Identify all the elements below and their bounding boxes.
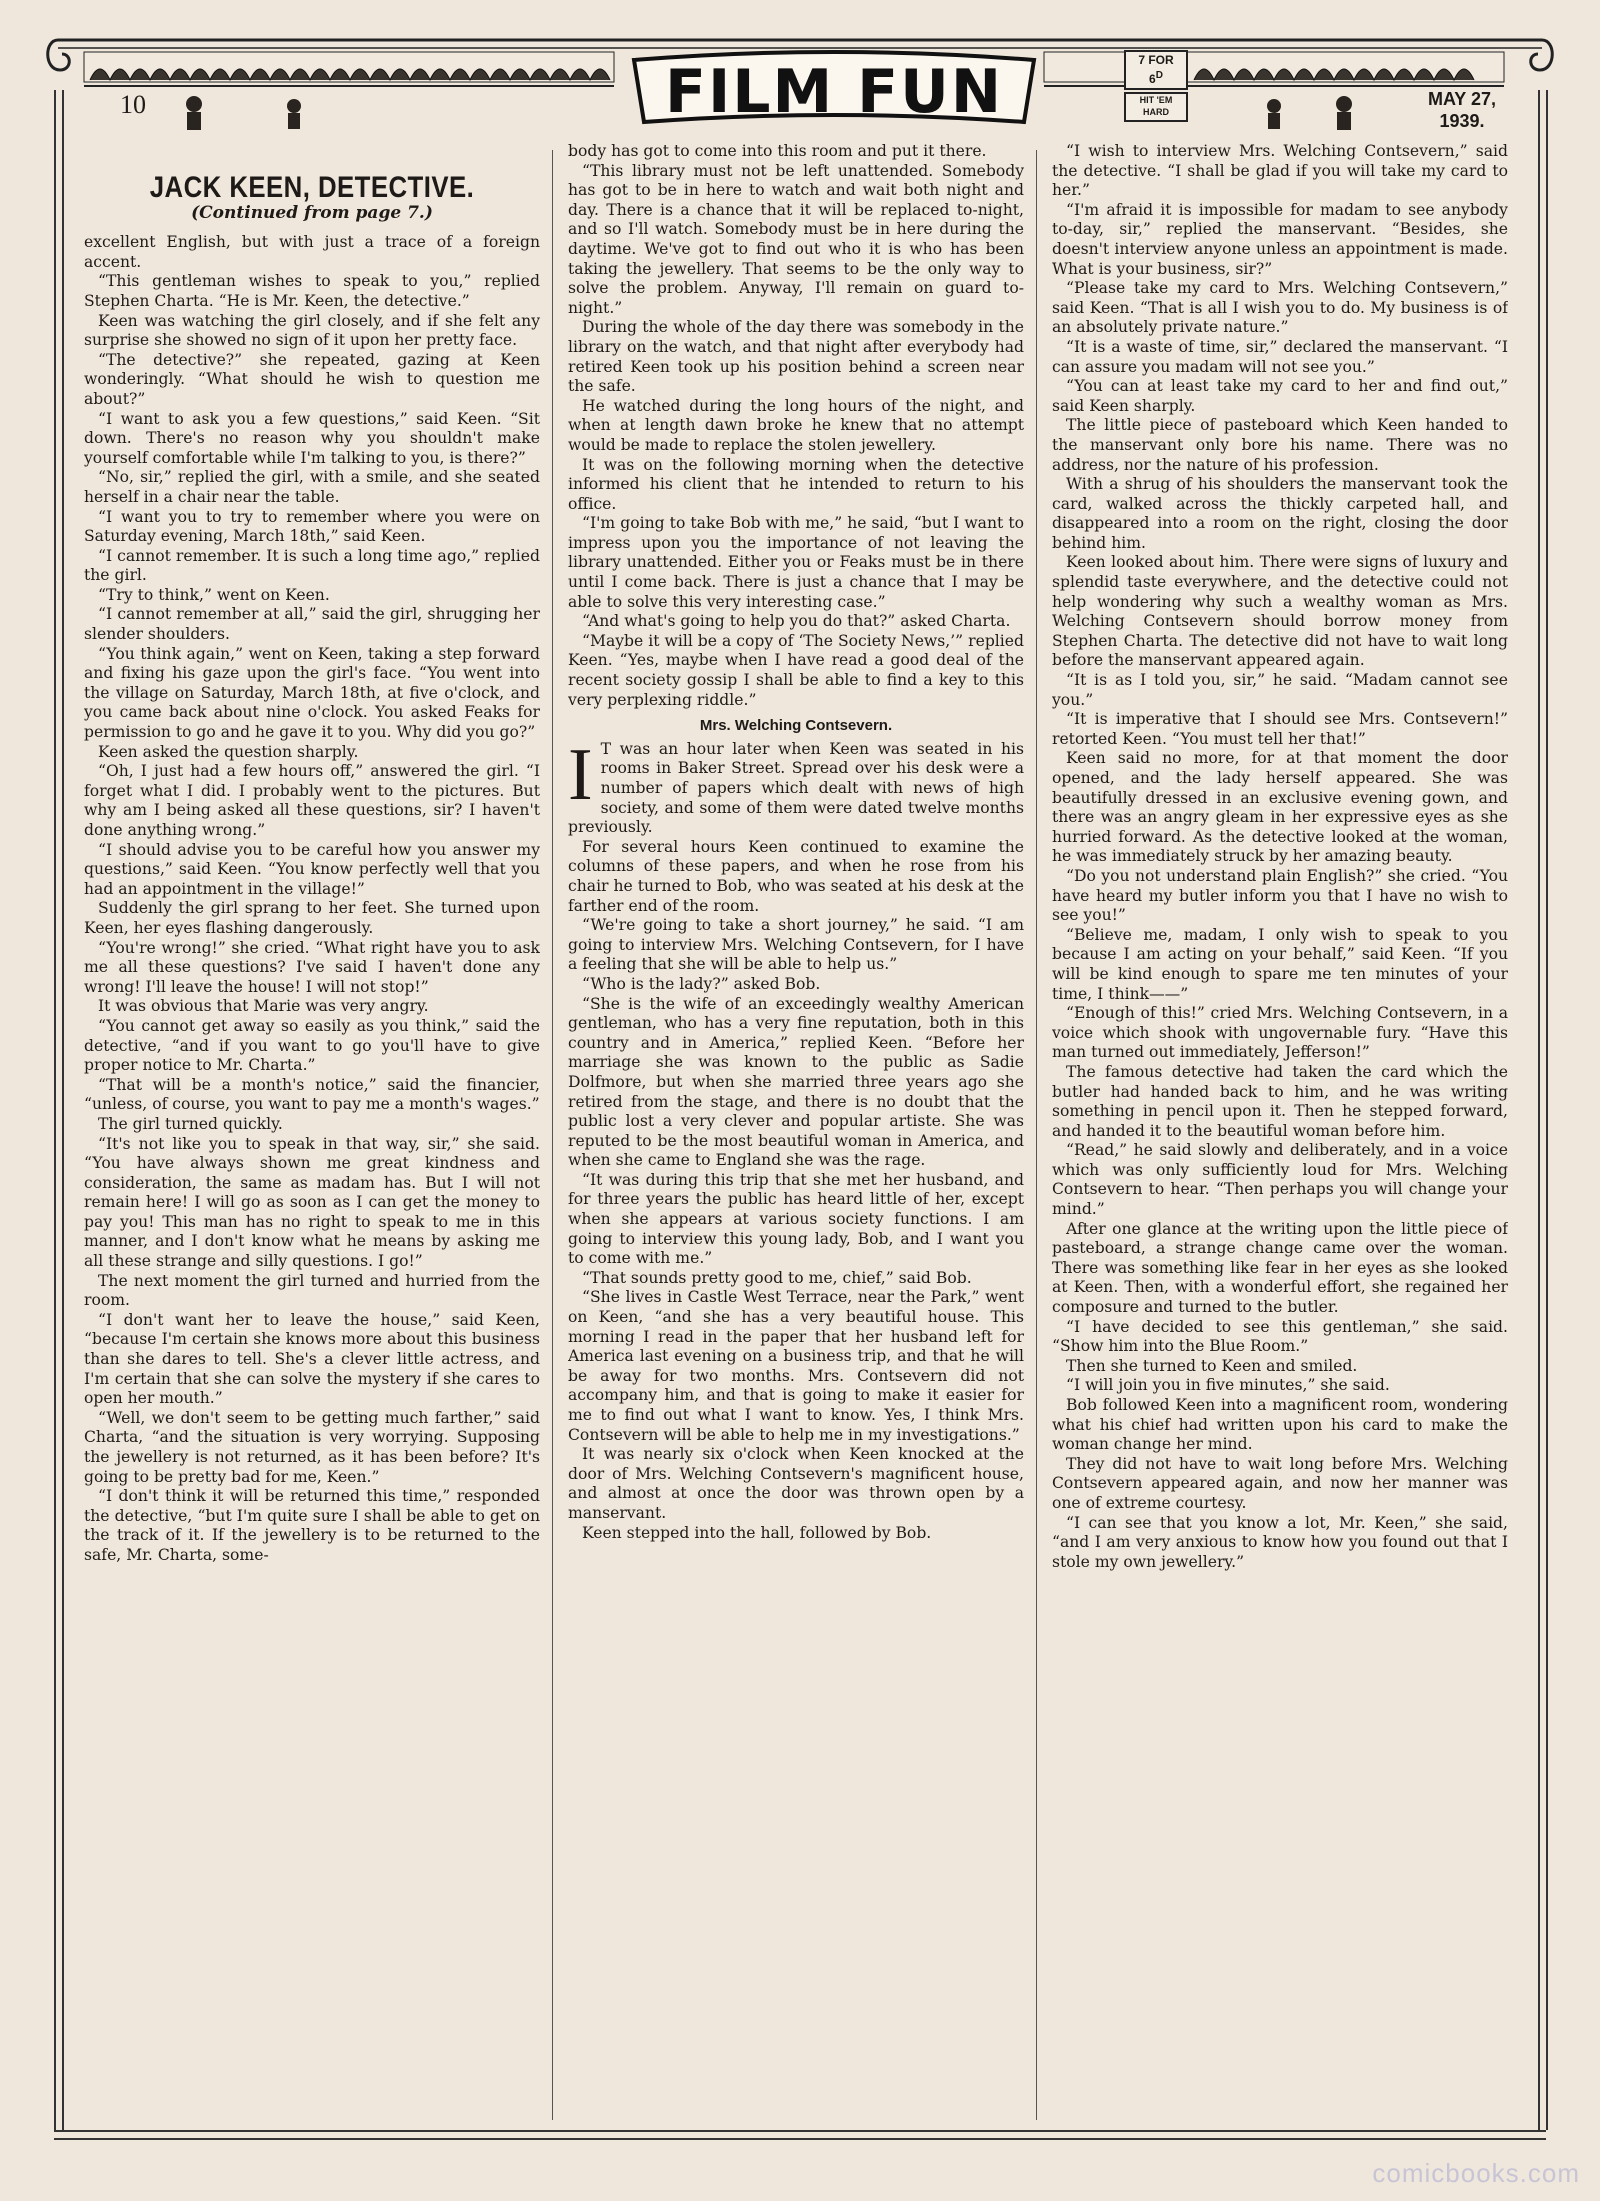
price-number: 7 <box>1138 53 1145 67</box>
section-subheading: Mrs. Welching Contsevern. <box>699 717 893 735</box>
issue-date <box>1428 88 1496 132</box>
paragraph: “The detective?” she repeated, gazing at Keen wonderingly. “What should he wish to question me about?” <box>84 350 540 408</box>
left-border <box>54 90 64 2130</box>
hit-line1: HIT 'EM <box>1139 95 1173 105</box>
paragraph: “I'm afraid it is impossible for madam to see anybody to-day, sir,” replied the manservant. “Besides, she doesn't interview anyone unless an appointment is made. What is your business, sir?” <box>1052 200 1508 278</box>
paragraph: “It's not like you to speak in that way, sir,” she said. “You have always shown me great kindness and consideration, the same as madam has. But I will not remain here! I will go as soon as I can get the money to pay you! This man has no right to speak to me in this manner, and I don't know what he means by asking me all these strange and silly questions. I go!” <box>84 1134 540 1271</box>
paragraph: “Believe me, madam, I only wish to speak to you because I am acting on your behalf,” said Keen. “If you will be kind enough to spare me ten minutes of your time, I think——” <box>1052 925 1508 1003</box>
paragraph: “It is as I told you, sir,” he said. “Madam cannot see you.” <box>1052 671 1508 709</box>
paragraph: It was obvious that Marie was very angry. <box>98 997 429 1016</box>
masthead <box>44 30 1556 140</box>
continued-note: (Continued from page 7.) <box>191 202 433 223</box>
paragraph: “It was during this trip that she met her husband, and for three years the public has heard little of her, except when she appears at various society functions. I am going to interview this young lady, Bob, and I want you to come with me.” <box>568 1170 1024 1268</box>
paragraph: “Who is the lady?” asked Bob. <box>582 974 821 993</box>
paragraph: The next moment the girl turned and hurried from the room. <box>84 1271 540 1310</box>
paragraph: “No, sir,” replied the girl, with a smile, and she seated herself in a chair near the table. <box>84 468 540 506</box>
paragraph: “That will be a month's notice,” said the financier, “unless, of course, you want to pay me a month's wages.” <box>84 1075 540 1114</box>
paragraph: “You can at least take my card to her and find out,” said Keen sharply. <box>1052 377 1508 415</box>
paragraph: Bob followed Keen into a magnificent room, wondering what his chief had written upon his card to make the woman change her mind. <box>1052 1396 1508 1454</box>
paragraph: “She is the wife of an exceedingly wealthy American gentleman, who has a very fine reputation, both in this country and in America,” replied Keen. “Before her marriage she was known to the public as Sadie Dolfmore, but when she married three years ago she retired from the stage, and there is no doubt that the public lost a very clever and popular artiste. She was reputed to be the most beautiful woman in America, and when she came to England she was the rage. <box>568 994 1024 1170</box>
paragraph: “I don't want her to leave the house,” said Keen, “because I'm certain she knows more about this business than she dares to tell. She's a clever little actress, and I'm certain that she can solve the mystery if she cares to open her mouth.” <box>84 1310 540 1408</box>
paragraph: Keen looked about him. There were signs of luxury and splendid taste everywhere, and the detective could not help wondering why such a wealthy woman as Mrs. Welching Contsevern should borrow money from Stephen Charta. The detective did not have to wait long before the manservant appeared again. <box>1052 553 1508 670</box>
paragraph: Keen said no more, for at that moment the door opened, and the lady herself appeared. She was beautifully dressed in an exclusive evening gown, and there was an angry gleam in her expressive eyes as she hurried forward. As the detective looked at the woman, he was immediately struck by her amazing beauty. <box>1052 749 1508 866</box>
paragraph: “That sounds pretty good to me, chief,” said Bob. <box>582 1268 972 1287</box>
column-3 <box>1052 142 1508 2122</box>
paragraph: “Maybe it will be a copy of ‘The Society News,’” replied Keen. “Yes, maybe when I have read a good deal of the recent society gossip I shall be able to find a key to this very perplexing riddle.” <box>568 631 1024 709</box>
paragraph: Then she turned to Keen and smiled. <box>1066 1356 1358 1375</box>
paragraph: “I don't think it will be returned this time,” responded the detective, “but I'm quite sure I shall be able to get on the track of it. If the jewellery is to be returned to the safe, Mr. Charta, some- <box>84 1487 540 1564</box>
page-number: 10 <box>120 90 146 119</box>
hit-em-hard-badge <box>1124 92 1188 122</box>
paragraph: excellent English, but with just a trace of a foreign accent. <box>84 233 540 271</box>
paragraph: After one glance at the writing upon the little piece of pasteboard, a strange change came over the woman. There was something like fear in her eyes as she looked at Keen. Then, with a wonderful effort, she regained her composure and turned to the butler. <box>1052 1219 1508 1317</box>
magazine-page <box>44 30 1556 2160</box>
film-fun-logo <box>624 50 1044 130</box>
paragraph: Suddenly the girl sprang to her feet. She turned upon Keen, her eyes flashing dangerously. <box>84 899 540 937</box>
column-rule-2 <box>1036 150 1037 2120</box>
paragraph: The little piece of pasteboard which Keen handed to the manservant only bore his name. There was no address, nor the nature of his profession. <box>1052 416 1508 474</box>
paragraph: It was nearly six o'clock when Keen knocked at the door of Mrs. Welching Contsevern's magnificent house, and almost at once the door was thrown open by a manservant. <box>568 1445 1024 1522</box>
right-border <box>1538 90 1548 2130</box>
paragraph: “This library must not be left unattended. Somebody has got to be in here to watch and wait both night and day. There is a chance that it will be replaced to-night, and so I'll watch. Somebody must be in here during the daytime. We've got to find out who it is who has been taking the jewellery. That seems to be the only way to solve the problem. Anyway, I'll remain on guard to-night.” <box>568 161 1024 317</box>
paragraph: “It is imperative that I should see Mrs. Contsevern!” retorted Keen. “You must tell her that!” <box>1052 710 1508 748</box>
paragraph: body has got to come into this room and put it there. <box>568 142 987 160</box>
paragraph: “I wish to interview Mrs. Welching Contsevern,” said the detective. “I shall be glad if you will take my card to her.” <box>1052 142 1508 200</box>
paragraph: “Read,” he said slowly and deliberately, and in a voice which was only sufficiently loud for Mrs. Welching Contsevern to hear. “Then perhaps you will change your mind.” <box>1052 1141 1508 1219</box>
paragraph: They did not have to wait long before Mrs. Welching Contsevern appeared again, and now her manner was one of extreme courtesy. <box>1052 1454 1508 1512</box>
price-badge <box>1124 50 1188 90</box>
paragraph: “Well, we don't seem to be getting much farther,” said Charta, “and the situation is very worrying. Supposing the jewellery is not returned, as it has been before? It's going to be pretty bad for me, Keen.” <box>84 1408 540 1486</box>
story-title: JACK KEEN, DETECTIVE. <box>149 171 475 204</box>
drop-cap: I <box>568 733 593 816</box>
paragraph: “It is a waste of time, sir,” declared the manservant. “I can assure you madam will not see you.” <box>1052 337 1508 376</box>
watermark: comicbooks.com <box>1372 2158 1580 2188</box>
paragraph: “Do you not understand plain English?” she cried. “You have heard my butler inform you that I have no wish to see you!” <box>1052 866 1508 925</box>
paragraph: The famous detective had taken the card which the butler had handed back to him, and he was writing something in pencil upon it. Then he stepped forward, and handed it to the beautiful woman before him. <box>1052 1062 1508 1140</box>
column-rule-1 <box>552 150 553 2120</box>
paragraph: “I will join you in five minutes,” she said. <box>1066 1376 1390 1395</box>
paragraph: “I want to ask you a few questions,” said Keen. “Sit down. There's no reason why you shouldn't make yourself comfortable while I'm talking to you, is there?” <box>84 409 540 467</box>
paragraph: He watched during the long hours of the night, and when at length dawn broke he knew that no attempt would be made to replace the stolen jewellery. <box>568 396 1024 454</box>
paragraph: “You think again,” went on Keen, taking a step forward and fixing his gaze upon the girl's face. “You went into the village on Saturday, March 18th, at five o'clock, and you came back about nine o'clock. You asked Feaks for permission to go and he gave it to you. Why did you go?” <box>84 644 540 742</box>
paragraph: “This gentleman wishes to speak to you,” replied Stephen Charta. “He is Mr. Keen, the detective.” <box>84 272 540 310</box>
price-unit: D <box>1155 70 1163 81</box>
column-1-body <box>84 233 540 1565</box>
paragraph: “We're going to take a short journey,” he said. “I am going to interview Mrs. Welching Contsevern, for I have a feeling that she will be able to help us.” <box>568 916 1024 974</box>
paragraph: “Try to think,” went on Keen. <box>98 585 330 604</box>
column-2 <box>568 142 1024 2122</box>
paragraph: “I want you to try to remember where you were on Saturday evening, March 18th,” said Keen. <box>84 507 540 546</box>
paragraph: Keen stepped into the hall, followed by Bob. <box>582 1523 932 1542</box>
paragraph: “I'm going to take Bob with me,” he said, “but I want to impress upon you the importance of not leaving the library unattended. Either you or Feaks must be in there until I come back. There is just a chance that I may be able to solve this very interesting case.” <box>568 514 1024 611</box>
paragraph: Keen asked the question sharply. <box>98 742 359 761</box>
paragraph: “I cannot remember at all,” said the girl, shrugging her slender shoulders. <box>84 605 540 644</box>
paragraph: “You're wrong!” she cried. “What right have you to ask me all these questions? I've said I haven't done any wrong! I'll leave the house! I will not stop!” <box>84 938 540 996</box>
column-3-body <box>1052 142 1508 1572</box>
paragraph: With a shrug of his shoulders the manservant took the card, walked across the thickly carpeted hall, and disappeared into a room on the right, closing the door behind him. <box>1052 475 1508 552</box>
paragraph: The girl turned quickly. <box>98 1114 283 1133</box>
issue-date-line2: 1939. <box>1439 111 1485 131</box>
paragraph: “Please take my card to Mrs. Welching Contsevern,” said Keen. “That is all I wish you to do. My business is of an absolutely private nature.” <box>1052 279 1508 337</box>
price-for: FOR <box>1148 53 1174 67</box>
column-1 <box>84 142 540 2122</box>
paragraph: “I cannot remember. It is such a long time ago,” replied the girl. <box>84 546 540 585</box>
paragraph: During the whole of the day there was somebody in the library on the watch, and that night after everybody had retired Keen took up his position behind a screen near the safe. <box>568 318 1024 396</box>
logo-text: FILM FUN <box>664 57 1004 127</box>
paragraph: Keen was watching the girl closely, and if she felt any surprise she showed no sign of it upon her pretty face. <box>84 311 540 350</box>
paragraph: It was on the following morning when the detective informed his client that he intended to return to his office. <box>568 455 1024 513</box>
hit-line2: HARD <box>1143 107 1169 117</box>
paragraph: “Enough of this!” cried Mrs. Welching Contsevern, in a voice which shook with ungovernable fury. “Have this man turned out immediately, Jefferson!” <box>1052 1004 1508 1062</box>
paragraph: T was an hour later when Keen was seated in his rooms in Baker Street. Spread over his desk were a number of papers which dealt with news of high society, and some of them were dated twelve months previously. <box>568 739 1024 837</box>
issue-date-line1: MAY 27, <box>1427 89 1496 109</box>
price-amount: 6 <box>1149 72 1156 86</box>
paragraph: “I should advise you to be careful how you answer my questions,” said Keen. “You know perfectly well that you had an appointment in the village!” <box>84 840 540 898</box>
bottom-border <box>54 2130 1546 2140</box>
column-2-body-b <box>568 733 1024 1543</box>
column-2-body-a <box>568 142 1024 710</box>
paragraph: “You cannot get away so easily as you think,” said the detective, “and if you want to go you'll have to give proper notice to Mr. Charta.” <box>84 1016 540 1075</box>
paragraph: “I can see that you know a lot, Mr. Keen,” she said, “and I am very anxious to know how you found out that I stole my own jewellery.” <box>1052 1513 1508 1571</box>
paragraph: “And what's going to help you do that?” asked Charta. <box>582 612 1011 631</box>
paragraph: “She lives in Castle West Terrace, near the Park,” went on Keen, “and she has a very beautiful house. This morning I read in the paper that her husband left for America last evening on a business trip, and that he will be away for two months. Mrs. Contsevern did not accompany him, and that is going to make it easier for me to find out what I want to know. Yes, I think Mrs. Contsevern will be able to help me in my investigations.” <box>568 1288 1024 1444</box>
paragraph: “I have decided to see this gentleman,” she said. “Show him into the Blue Room.” <box>1052 1317 1508 1356</box>
paragraph: “Oh, I just had a few hours off,” answered the girl. “I forget what I did. I probably went to the pictures. But why am I being asked all these questions, sir? I haven't done anything wrong.” <box>84 762 540 839</box>
paragraph: For several hours Keen continued to examine the columns of these papers, and when he rose from his chair he turned to Bob, who was seated at his desk at the farther end of the room. <box>568 837 1024 915</box>
